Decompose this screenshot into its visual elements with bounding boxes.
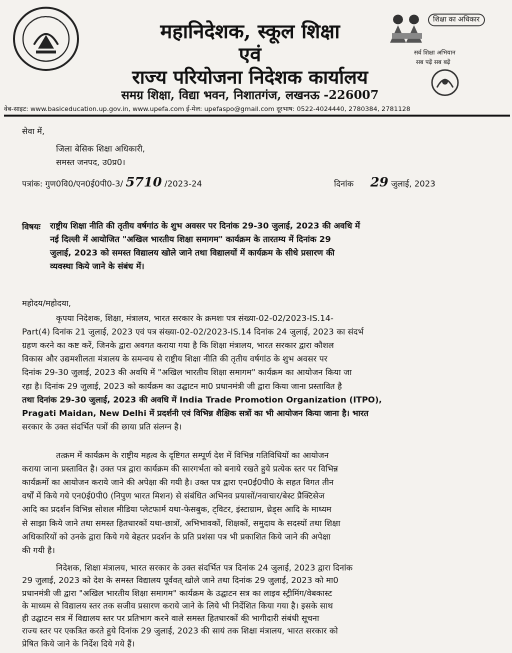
para2-line: आदि का प्रदर्शन विभिन्न सोशल मीडिया प्लेटफार्म यथा-फेसबुक, ट्विटर, इंस्टाग्राम, थ्रेड्स आदि के माध्यम (22, 504, 332, 515)
para1-line: सरकार के उक्त संदर्भित पत्रों की छाया प्रति संलग्न है। (22, 421, 182, 432)
para1-line: तथा दिनांक 29-30 जुलाई, 2023 की अवधि में India Trade Promotion Organization (ITPO), (22, 394, 382, 405)
salutation: सेवा में, (22, 126, 45, 137)
date-day: 29 (370, 175, 389, 191)
para2-line: वर्षों में किये गये एन0ई0पी0 (निपुण भारत मिशन) से संबंधित अभिनव प्रयासों/नवाचार/बेस्ट प्रैक्टिसेज (22, 490, 325, 501)
para3-line: के माध्यम से विद्यालय स्तर तक सजीव प्रसारण कराये जाने के लिये भी निर्देशित किया गया है। इसके साथ (22, 600, 333, 611)
para2-line: तत्क्रम में कार्यक्रम के राष्ट्रीय महत्व के दृष्टिगत सम्पूर्ण देश में विभिन्न गतिविधियों का आयोजन (56, 450, 329, 460)
rte-tag: शिक्षा का अधिकार (428, 14, 485, 27)
ssa-emblem-icon (430, 68, 460, 97)
para3-line: 29 जुलाई, 2023 को देश के समस्त विद्यालय पूर्ववत् खोले जाने तथा दिनांक 29 जुलाई, 2023 को मा0 (22, 575, 339, 586)
subject-line: नई दिल्ली में आयोजित "अखिल भारतीय शिक्षा समागम" कार्यक्रम के तारतम्य में दिनांक 29 (50, 234, 331, 244)
greeting: महोदय/महोदया, (22, 298, 72, 309)
header-title-line3: राज्य परियोजना निदेशक कार्यालय (132, 67, 368, 89)
ssa-slogan-2: सब पढ़ें सब बढ़ें (416, 59, 451, 67)
header-title-line2: एवं (238, 42, 262, 67)
para1-line: दिनांक 29-30 जुलाई, 2023 की अवधि में "अखिल भारतीय शिक्षा समागम" कार्यक्रम का आयोजन किया जा (22, 367, 352, 378)
recipient-line2: समस्त जनपद, उ0प्र0। (56, 157, 126, 168)
para3-line: निदेशक, शिक्षा मंत्रालय, भारत सरकार के उक्त संदर्भित पत्र दिनांक 24 जुलाई, 2023 द्वारा दिनांक (56, 562, 353, 573)
para2-line: कराया जाना प्रस्तावित है। उक्त पत्र द्वारा कार्यक्रम की सारगर्भता को बनाये रखते हुये प्रत्येक स्तर पर विभिन्न (22, 463, 339, 474)
para3-line: ही उद्घाटन सत्र में विद्यालय स्तर पर प्रतिभाग करने वाले समस्त हितधारकों की भागीदारी संबंधी सूचना (22, 613, 320, 624)
reference-line (22, 177, 202, 191)
para3-line: राज्य स्तर पर एकत्रित करते हुये दिनांक 29 जुलाई, 2023 की सायं तक शिक्षा मंत्रालय, भारत सरकार को (22, 625, 338, 636)
para3-line: प्रधानमंत्री जी द्वारा "अखिल भारतीय शिक्षा समागम" कार्यक्रम के उद्घाटन सत्र का लाइव स्ट्रीमिंग/वेबकास्ट (22, 588, 333, 598)
header-title-line1: महानिदेशक, स्कूल शिक्षा (160, 19, 340, 43)
para2-line: से साझा किये जाने तथा समस्त हितधारकों यथा-छात्रों, अभिभावकों, शिक्षकों, समुदाय के सदस्यों तथा शिक्षा (22, 518, 341, 528)
date-line (334, 177, 435, 191)
para2-line: कार्यक्रमों का आयोजन कराये जाने की अपेक्षा की गयी है। उक्त पत्र द्वारा एन0ई0पी0 के सहत विगत तीन (22, 477, 334, 487)
para1-line: ग्रहण करने का कष्ट करें, जिनके द्वारा अवगत कराया गया है कि शिक्षा मंत्रालय, भारत सरकार द्वारा कौशल (22, 340, 334, 350)
para1-line: विकास और उद्यमशीलता मंत्रालय के समन्वय से राष्ट्रीय शिक्षा नीति की तृतीय वर्षगांठ के शुभ अवसर पर (22, 353, 328, 364)
recipient-line1: जिला बेसिक शिक्षा अधिकारी, (56, 143, 146, 154)
header-address: समग्र शिक्षा, विद्या भवन, निशातगंज, लखनऊ -226007 (121, 88, 379, 103)
date-month-year: जुलाई, 2023 (391, 178, 436, 189)
reference-number: 5710 (125, 175, 162, 191)
para3-line: प्रेषित किये जाने के निर्देश दिये गये हैं। (22, 638, 135, 649)
up-government-emblem-icon (12, 6, 80, 72)
children-reading-icon (386, 10, 428, 47)
para2-line: अधिकारियों को उनके द्वारा किये गये बेहतर प्रदर्शन के प्रति प्रशंसा पत्र भी प्रकाशित किये जाने की अपेक्षा (22, 531, 331, 542)
subject-line: व्यवस्था किये जाने के संबंध में। (50, 261, 145, 272)
para1-line: Part(4) दिनांक 21 जुलाई, 2023 एवं पत्र संख्या-02-02/2023-IS.14 दिनांक 24 जुलाई, 2023 का संदर्भ (22, 326, 364, 337)
header-divider (4, 115, 510, 117)
right-logo-block (384, 8, 508, 101)
contact-line: वेब-साइट: www.basiceducation.up.gov.in, www.upefa.com ई-मेल: upefaspo@gmail.com दूरभाष: 0522-4024440, 2780384, 2781128 (4, 104, 411, 113)
para1-line: कृपया निदेशक, शिक्षा, मंत्रालय, भारत सरकार के क्रमशः पत्र संख्या-02-02/2023-IS.14- (56, 312, 334, 323)
subject-line: जुलाई, 2023 को समस्त विद्यालय खोले जाने तथा विद्यालयों में कार्यक्रम के सीधे प्रसारण की (50, 247, 335, 258)
para1-line: रहा है। दिनांक 29 जुलाई, 2023 को कार्यक्रम का उद्घाटन मा0 प्रधानमंत्री जी द्वारा किया जाना प्रस्तावित है (22, 381, 342, 391)
reference-prefix: पत्रांक: गुण0वि0/एन0ई0पी0-3/ (22, 178, 124, 189)
date-label: दिनांक (334, 178, 354, 189)
para2-line: की गयी है। (22, 545, 55, 556)
reference-suffix: /2023-24 (164, 178, 203, 189)
para1-line: Pragati Maidan, New Delhi में प्रदर्शनी एवं विभिन्न शैक्षिक सत्रों का भी आयोजन किया जाना है। भारत (22, 408, 369, 418)
ssa-slogan-1: सर्व शिक्षा अभियान (414, 49, 456, 57)
subject-label: विषयः (22, 222, 41, 233)
subject-line: राष्ट्रीय शिक्षा नीति की तृतीय वर्षगांठ के शुभ अवसर पर दिनांक 29-30 जुलाई, 2023 की अवधि में (50, 220, 361, 231)
